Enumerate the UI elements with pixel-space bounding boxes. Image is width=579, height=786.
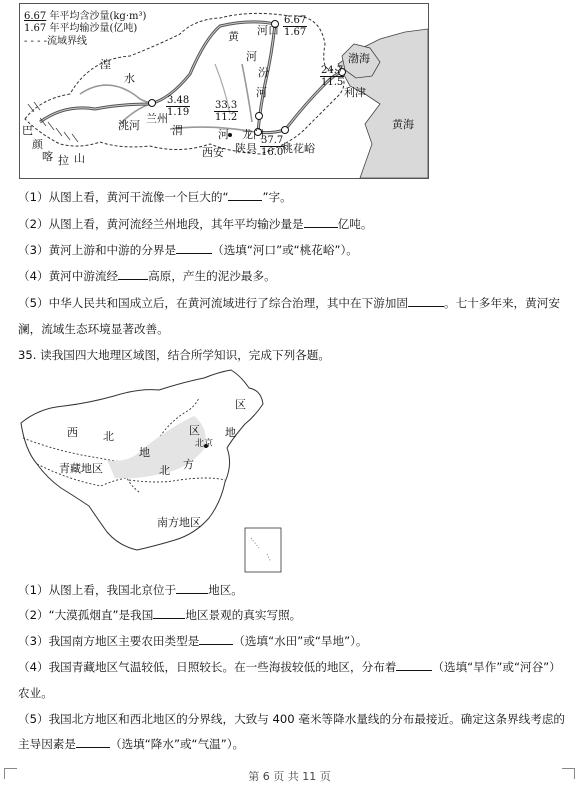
longmen-values: 33.3 11.2 xyxy=(215,100,238,123)
label-huang: 黄 xyxy=(228,30,239,43)
yellow-river-map xyxy=(19,3,429,179)
map2-bei2: 北 xyxy=(159,464,170,477)
label-shui: 水 xyxy=(124,72,135,85)
legend-sediment-load: 1.67 年平均输沙量(亿吨) xyxy=(24,23,138,34)
q34-5-cont: 澜，流域生态环境显著改善。 xyxy=(18,322,169,336)
q34-2: （2）从图上看，黄河流经兰州地段，其年平均输沙量是 亿吨。 xyxy=(18,217,373,231)
tributary xyxy=(242,64,252,122)
label-taohuayu: 桃花峪 xyxy=(282,142,315,155)
label-huanghai: 黄海 xyxy=(392,118,414,131)
q35-5: （5）我国北方地区和西北地区的分界线，大致与 400 毫米等降水量线的分布最接近。确定这条界线考虑的 xyxy=(18,712,566,726)
map2-xi: 西 xyxy=(67,426,78,439)
map2-nanfang: 南方地区 xyxy=(157,516,201,529)
answer-blank[interactable] xyxy=(176,242,212,254)
q35-title: 35. 读我国四大地理区域图，结合所学知识，完成下列各题。 xyxy=(18,348,330,362)
answer-blank[interactable] xyxy=(228,189,262,201)
q35-3: （3）我国南方地区主要农田类型是 （选填“水田”或“旱地”）。 xyxy=(18,634,368,648)
lanzhou-values: 3.48 1.19 xyxy=(167,95,190,118)
station-longmen xyxy=(256,113,263,120)
label-ke: 喀 xyxy=(42,150,53,163)
legend-boundary: - - - -流域界线 xyxy=(24,36,88,47)
label-lanzhou: 兰州 xyxy=(146,112,168,125)
answer-blank[interactable] xyxy=(396,659,432,671)
map2-fang: 方 xyxy=(183,458,194,471)
shanxian-values: 37.7 16.0 xyxy=(261,135,284,158)
hekou-values: 6.67 1.67 xyxy=(284,15,307,38)
label-ba: 巴 xyxy=(22,124,33,137)
q34-3: （3）黄河上游和中游的分界是 （选填“河口”或“桃花峪”）。 xyxy=(18,243,358,257)
answer-blank[interactable] xyxy=(199,633,233,645)
map2-beijing: 北京 xyxy=(195,439,214,449)
label-xian: 西安 xyxy=(202,146,224,159)
label-la: 拉 xyxy=(58,154,69,167)
label-yan: 颜 xyxy=(32,138,43,151)
q34-1: （1）从图上看，黄河干流像一个巨大的“ ”字。 xyxy=(18,190,292,204)
label-river: 河 xyxy=(218,128,229,141)
south-sea-inset xyxy=(245,528,281,572)
map2-di2: 地 xyxy=(225,426,236,439)
station-taohuayu xyxy=(282,127,289,134)
q34-5: （5）中华人民共和国成立后，在黄河流域进行了综合治理，其中在下游加固 。七十多年来，黄河安 xyxy=(18,296,560,310)
map2-qu2: 区 xyxy=(235,398,246,411)
label-lijin: 利津 xyxy=(344,86,366,99)
q34-4: （4）黄河中游流经 高原，产生的泥沙最多。 xyxy=(18,269,276,283)
label-taohe: 洮河 xyxy=(118,119,140,132)
label-fen: 汾 xyxy=(258,66,269,79)
answer-blank[interactable] xyxy=(304,216,338,228)
label-he2: 河 xyxy=(256,86,267,99)
answer-blank[interactable] xyxy=(76,736,110,748)
label-shan: 山 xyxy=(74,152,85,165)
label-he1: 河 xyxy=(246,50,257,63)
map2-qu: 区 xyxy=(189,424,200,437)
page-footer: 第 6 页 共 11 页 xyxy=(248,770,331,783)
q35-1: （1）从图上看，我国北京位于 地区。 xyxy=(18,583,243,597)
map2-bei: 北 xyxy=(103,430,114,443)
station-lanzhou xyxy=(149,100,156,107)
china-regions-map xyxy=(19,368,283,574)
label-wei: 渭 xyxy=(172,124,183,137)
label-huang-water: 湟 xyxy=(100,58,111,71)
legend-sediment-content: 6.67 年平均含沙量(kg·m³) xyxy=(24,11,147,22)
q35-2: （2）“大漠孤烟直”是我国 地区景观的真实写照。 xyxy=(18,608,302,622)
map2-qingzang: 青藏地区 xyxy=(59,462,103,475)
q35-4: （4）我国青藏地区气温较低，日照较长。在一些海拔较低的地区，分布着 （选填“旱作”或“河谷”） xyxy=(18,660,561,674)
answer-blank[interactable] xyxy=(176,582,208,594)
answer-blank[interactable] xyxy=(118,268,148,280)
q35-4-cont: 农业。 xyxy=(18,686,53,700)
lijin-values: 24.7 11.5 xyxy=(321,65,344,88)
label-bohai: 渤海 xyxy=(348,52,370,65)
tributary xyxy=(80,85,153,102)
label-shanxian: 陕县 xyxy=(235,142,257,155)
label-longmen: 龙门 xyxy=(242,128,264,141)
map2-di: 地 xyxy=(139,446,150,459)
label-hekou: 河口 xyxy=(257,24,279,37)
answer-blank[interactable] xyxy=(408,295,444,307)
answer-blank[interactable] xyxy=(153,607,185,619)
q35-5-cont: 主导因素是 （选填“降水”或“气温”）。 xyxy=(18,737,245,751)
